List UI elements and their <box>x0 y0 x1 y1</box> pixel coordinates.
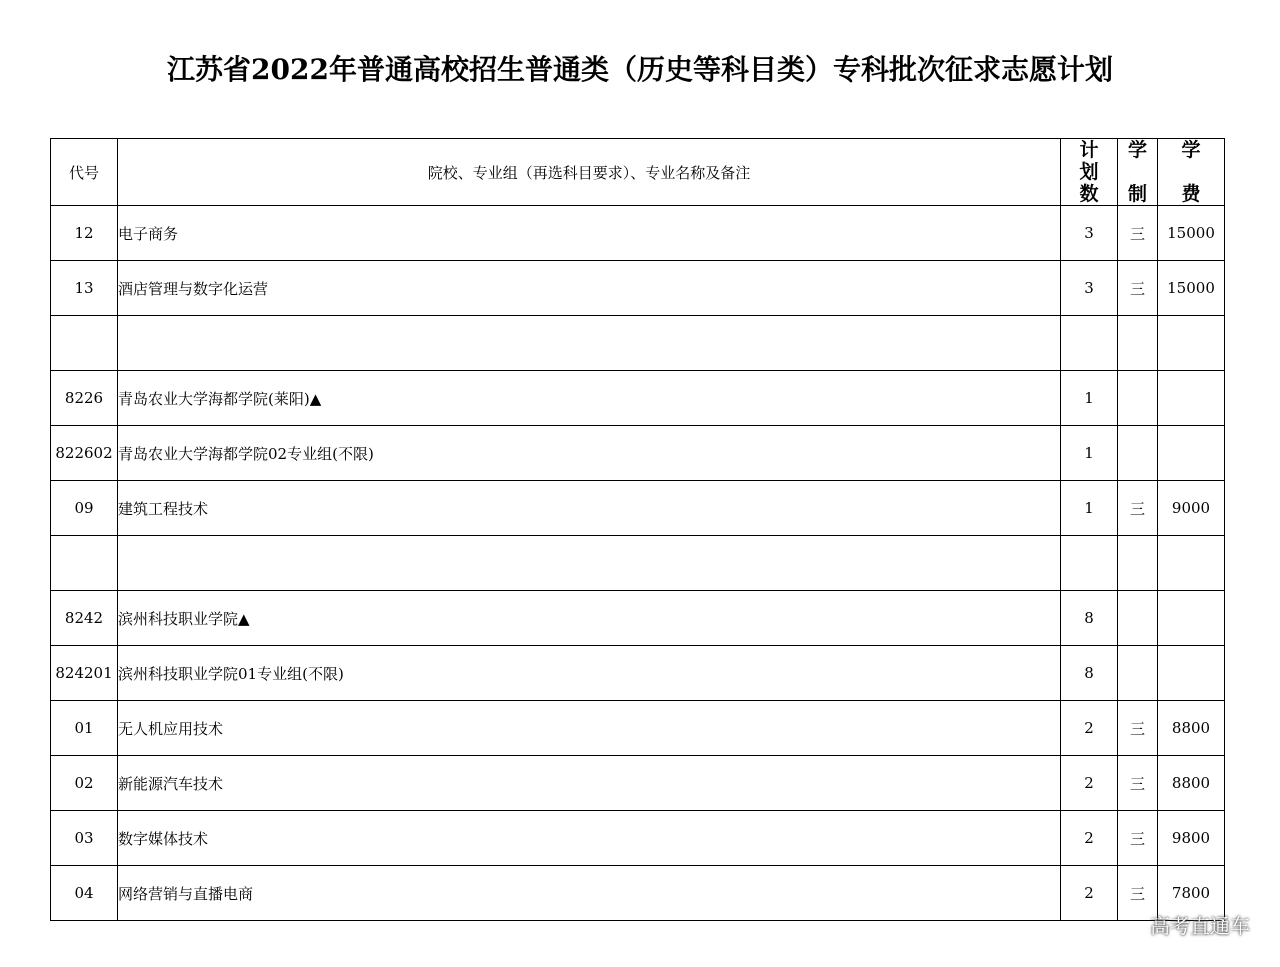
header-name: 院校、专业组（再选科目要求）、专业名称及备注 <box>118 139 1061 206</box>
table-row <box>51 811 1225 866</box>
row-plan: 8 <box>1061 591 1118 646</box>
row-code: 13 <box>51 261 118 316</box>
row-duration: 三 <box>1118 756 1158 811</box>
row-duration: 三 <box>1118 206 1158 261</box>
row-plan: 1 <box>1061 371 1118 426</box>
row-fee <box>1158 591 1225 646</box>
row-name <box>118 316 1061 371</box>
table-row <box>51 646 1225 701</box>
row-duration <box>1118 536 1158 591</box>
header-fee <box>1158 139 1225 206</box>
table-row <box>51 371 1225 426</box>
row-plan: 2 <box>1061 811 1118 866</box>
row-code: 01 <box>51 701 118 756</box>
row-code: 03 <box>51 811 118 866</box>
row-code: 822602 <box>51 426 118 481</box>
header-duration-char: 制 <box>1127 183 1147 205</box>
header-fee-char: 费 <box>1181 183 1201 205</box>
header-duration <box>1118 139 1158 206</box>
row-name: 滨州科技职业学院▲ <box>118 591 1061 646</box>
row-name: 新能源汽车技术 <box>118 756 1061 811</box>
table-row <box>51 701 1225 756</box>
row-name: 青岛农业大学海都学院(莱阳)▲ <box>118 371 1061 426</box>
row-fee <box>1158 316 1225 371</box>
table-row <box>51 261 1225 316</box>
row-duration <box>1118 371 1158 426</box>
enrollment-plan-table <box>50 138 1225 921</box>
row-name: 青岛农业大学海都学院02专业组(不限) <box>118 426 1061 481</box>
row-plan: 1 <box>1061 426 1118 481</box>
page-title: 江苏省2022年普通高校招生普通类（历史等科目类）专科批次征求志愿计划 <box>167 53 1113 86</box>
row-plan: 3 <box>1061 261 1118 316</box>
row-fee: 15000 <box>1158 261 1225 316</box>
watermark: 高考直通车 <box>1150 914 1250 938</box>
row-plan: 8 <box>1061 646 1118 701</box>
table-row <box>51 866 1225 921</box>
row-plan: 3 <box>1061 206 1118 261</box>
row-name: 电子商务 <box>118 206 1061 261</box>
row-code <box>51 316 118 371</box>
row-duration <box>1118 316 1158 371</box>
row-code: 8242 <box>51 591 118 646</box>
row-name: 网络营销与直播电商 <box>118 866 1061 921</box>
row-code: 09 <box>51 481 118 536</box>
table-row <box>51 426 1225 481</box>
table-header-row <box>51 139 1225 206</box>
row-name: 建筑工程技术 <box>118 481 1061 536</box>
row-fee: 8800 <box>1158 756 1225 811</box>
header-plan-char: 数 <box>1079 183 1099 205</box>
row-duration <box>1118 426 1158 481</box>
row-plan: 2 <box>1061 756 1118 811</box>
row-duration: 三 <box>1118 866 1158 921</box>
header-plan <box>1061 139 1118 206</box>
row-name: 滨州科技职业学院01专业组(不限) <box>118 646 1061 701</box>
table-row <box>51 206 1225 261</box>
header-code: 代号 <box>51 139 118 206</box>
row-code: 12 <box>51 206 118 261</box>
row-code: 8226 <box>51 371 118 426</box>
row-name: 酒店管理与数字化运营 <box>118 261 1061 316</box>
header-plan-char: 计 <box>1079 139 1099 161</box>
table-row <box>51 316 1225 371</box>
row-code: 02 <box>51 756 118 811</box>
row-duration <box>1118 591 1158 646</box>
row-code: 824201 <box>51 646 118 701</box>
row-plan: 2 <box>1061 866 1118 921</box>
table-row <box>51 536 1225 591</box>
row-duration: 三 <box>1118 811 1158 866</box>
row-fee <box>1158 536 1225 591</box>
row-fee <box>1158 371 1225 426</box>
row-fee: 9800 <box>1158 811 1225 866</box>
row-fee <box>1158 426 1225 481</box>
row-duration <box>1118 646 1158 701</box>
row-name <box>118 536 1061 591</box>
header-duration-char: 学 <box>1127 139 1147 161</box>
row-name: 无人机应用技术 <box>118 701 1061 756</box>
row-plan: 1 <box>1061 481 1118 536</box>
row-fee <box>1158 646 1225 701</box>
row-fee: 9000 <box>1158 481 1225 536</box>
row-fee: 15000 <box>1158 206 1225 261</box>
row-duration: 三 <box>1118 701 1158 756</box>
row-plan <box>1061 536 1118 591</box>
row-plan <box>1061 316 1118 371</box>
row-fee: 7800 <box>1158 866 1225 921</box>
row-plan: 2 <box>1061 701 1118 756</box>
header-plan-char: 划 <box>1079 161 1099 183</box>
row-duration: 三 <box>1118 261 1158 316</box>
row-duration: 三 <box>1118 481 1158 536</box>
row-name: 数字媒体技术 <box>118 811 1061 866</box>
row-fee: 8800 <box>1158 701 1225 756</box>
row-code <box>51 536 118 591</box>
table-row <box>51 481 1225 536</box>
table-row <box>51 756 1225 811</box>
header-fee-char: 学 <box>1181 139 1201 161</box>
row-code: 04 <box>51 866 118 921</box>
table-row <box>51 591 1225 646</box>
